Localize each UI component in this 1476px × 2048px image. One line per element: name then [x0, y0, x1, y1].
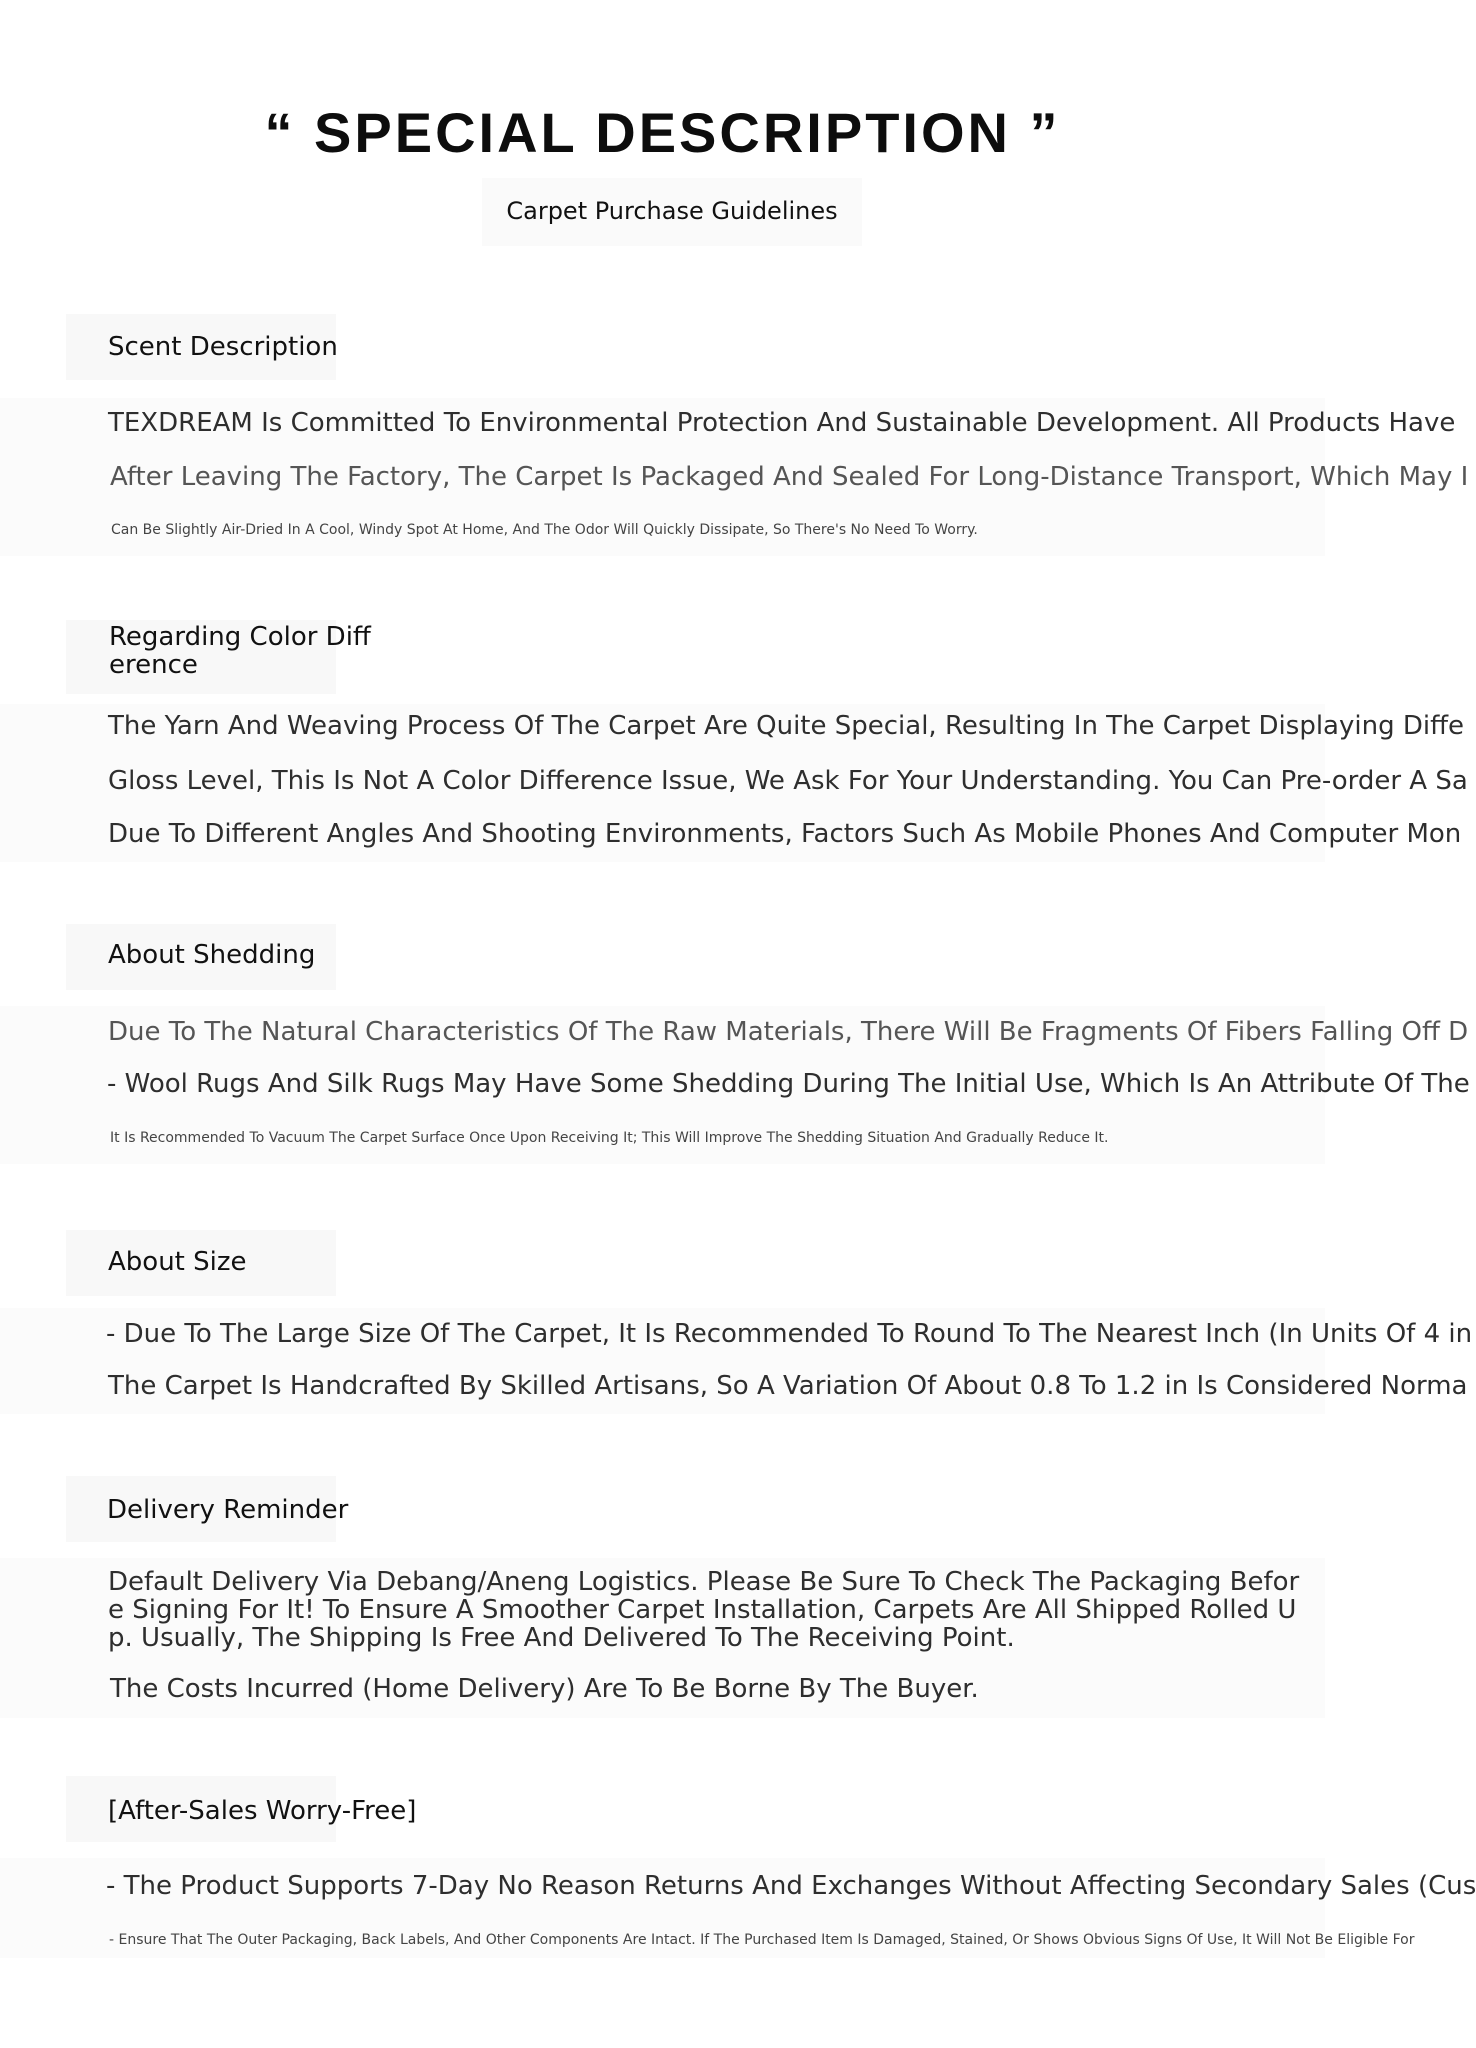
delivery-paragraph-line-2: e Signing For It! To Ensure A Smoother Carpet Installation, Carpets Are All Shipped Rolled U [108, 1595, 1297, 1625]
heading-line-2: erence [109, 650, 198, 680]
delivery-paragraph-line-1: Default Delivery Via Debang/Aneng Logistics. Please Be Sure To Check The Packaging Befor [108, 1567, 1300, 1597]
scent-line-2: After Leaving The Factory, The Carpet Is Packaged And Sealed For Long-Distance Transport, Which May I [110, 462, 1469, 492]
scent-line-3: Can Be Slightly Air-Dried In A Cool, Windy Spot At Home, And The Odor Will Quickly Dissipate, So There's No Need To Worry. [111, 522, 978, 538]
section-heading-after-sales: [After-Sales Worry-Free] [108, 1796, 417, 1826]
color-line-3: Due To Different Angles And Shooting Environments, Factors Such As Mobile Phones And Computer Mon [108, 819, 1462, 849]
delivery-line-2: The Costs Incurred (Home Delivery) Are To Be Borne By The Buyer. [110, 1674, 979, 1704]
after-sales-line-2: - Ensure That The Outer Packaging, Back Labels, And Other Components Are Intact. If The Purchased Item Is Damaged, Stained, Or Shows Obvious Signs Of Use, It Will Not Be Eligible For [109, 1932, 1415, 1948]
shedding-line-3: It Is Recommended To Vacuum The Carpet Surface Once Upon Receiving It; This Will Improve The Shedding Situation And Gradually Reduce It. [110, 1130, 1109, 1146]
section-heading-shedding: About Shedding [108, 940, 316, 970]
heading-line-1: Regarding Color Diff [109, 622, 371, 652]
shedding-line-2: - Wool Rugs And Silk Rugs May Have Some Shedding During The Initial Use, Which Is An Attribute Of The [107, 1069, 1470, 1099]
color-line-2: Gloss Level, This Is Not A Color Difference Issue, We Ask For Your Understanding. You Can Pre-order A Sa [108, 766, 1468, 796]
shedding-line-1: Due To The Natural Characteristics Of The Raw Materials, There Will Be Fragments Of Fibers Falling Off D [108, 1017, 1469, 1047]
section-heading-scent: Scent Description [108, 332, 338, 362]
size-line-2: The Carpet Is Handcrafted By Skilled Artisans, So A Variation Of About 0.8 To 1.2 in Is Considered Norma [108, 1371, 1468, 1401]
delivery-paragraph [108, 1568, 1299, 1652]
scent-line-1: TEXDREAM Is Committed To Environmental Protection And Sustainable Development. All Products Have [108, 408, 1456, 438]
color-line-1: The Yarn And Weaving Process Of The Carpet Are Quite Special, Resulting In The Carpet Displaying Diffe [108, 711, 1464, 741]
section-heading-color [109, 623, 371, 679]
page-subtitle: Carpet Purchase Guidelines [506, 197, 838, 225]
after-sales-line-1: - The Product Supports 7-Day No Reason Returns And Exchanges Without Affecting Secondary Sales (Cus [106, 1871, 1476, 1901]
page-title: “ SPECIAL DESCRIPTION ” [264, 101, 1061, 164]
section-heading-delivery: Delivery Reminder [107, 1495, 349, 1525]
delivery-paragraph-line-3: p. Usually, The Shipping Is Free And Delivered To The Receiving Point. [108, 1623, 1015, 1653]
size-line-1: - Due To The Large Size Of The Carpet, It Is Recommended To Round To The Nearest Inch (In Units Of 4 in [106, 1319, 1473, 1349]
section-heading-size: About Size [108, 1247, 247, 1277]
